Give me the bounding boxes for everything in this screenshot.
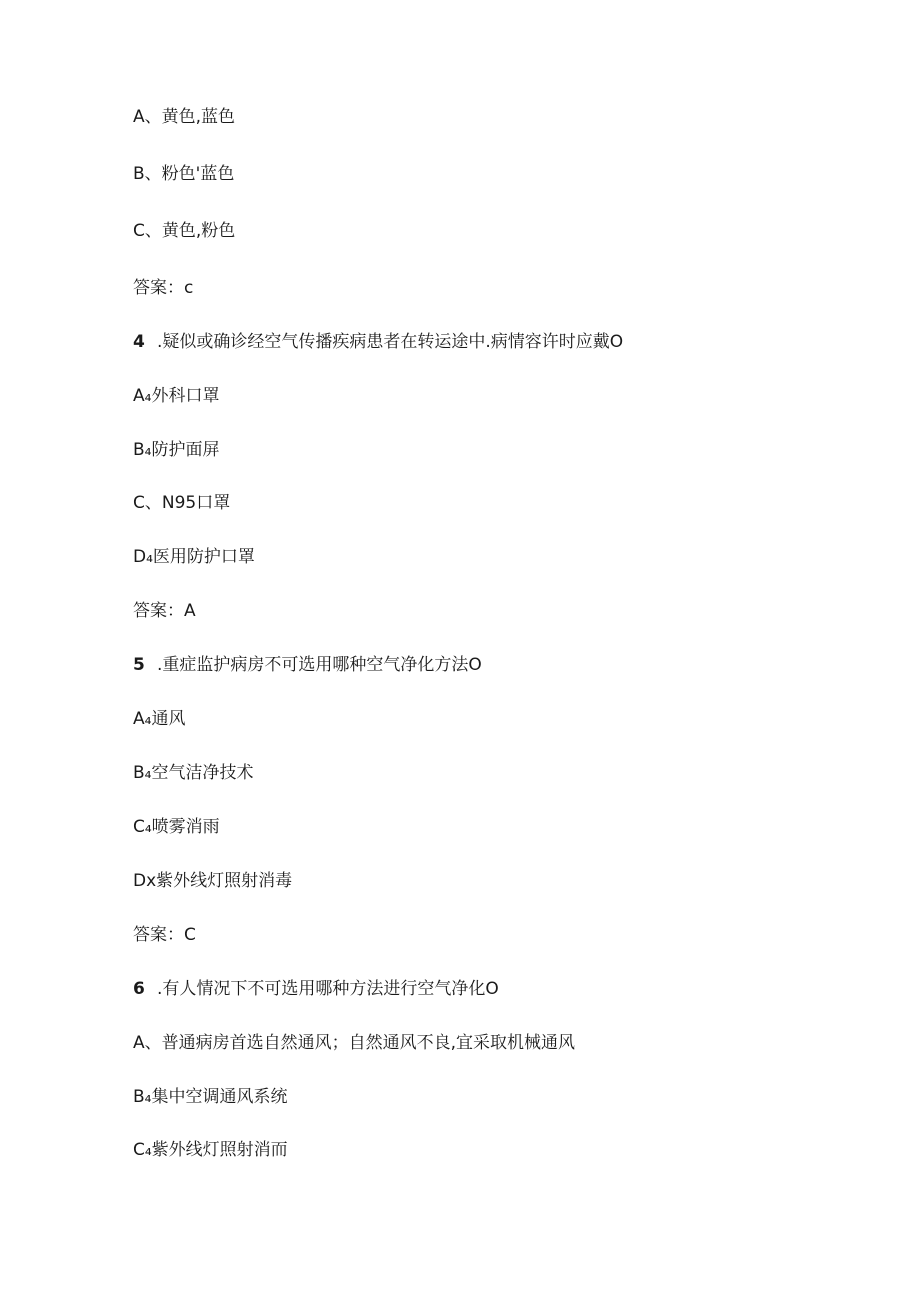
option-line: Dx紫外线灯照射消毒	[133, 871, 293, 891]
answer-line: 答案：C	[133, 925, 196, 945]
option-line: B₄防护面屏	[133, 440, 220, 460]
option-line: C、N95口罩	[133, 493, 231, 513]
option-line: C、黄色,粉色	[133, 221, 236, 241]
option-line: B₄空气洁净技术	[133, 763, 254, 783]
option-line: C₄喷雾消雨	[133, 817, 220, 837]
question-number: 6	[133, 979, 145, 999]
question-number: 4	[133, 332, 145, 352]
option-line: C₄紫外线灯照射消而	[133, 1140, 288, 1160]
option-line: D₄医用防护口罩	[133, 547, 255, 567]
option-line: B₄集中空调通风系统	[133, 1087, 288, 1107]
option-line: A₄外科口罩	[133, 386, 220, 406]
question-text: .重症监护病房不可选用哪种空气净化方法O	[157, 655, 482, 675]
question-line	[133, 978, 499, 1000]
question-line	[133, 331, 623, 353]
question-text: .有人情况下不可选用哪种方法进行空气净化O	[157, 979, 499, 999]
question-number: 5	[133, 655, 145, 675]
answer-line: 答案：A	[133, 601, 196, 621]
question-line	[133, 654, 482, 676]
answer-line: 答案：c	[133, 278, 194, 298]
option-line: A₄通风	[133, 709, 186, 729]
option-line: A、普通病房首选自然通风；自然通风不良,宜采取机械通风	[133, 1033, 576, 1053]
option-line: A、黄色,蓝色	[133, 107, 236, 127]
option-line: B、粉色'蓝色	[133, 164, 235, 184]
question-text: .疑似或确诊经空气传播疾病患者在转运途中.病情容许时应戴O	[157, 332, 624, 352]
